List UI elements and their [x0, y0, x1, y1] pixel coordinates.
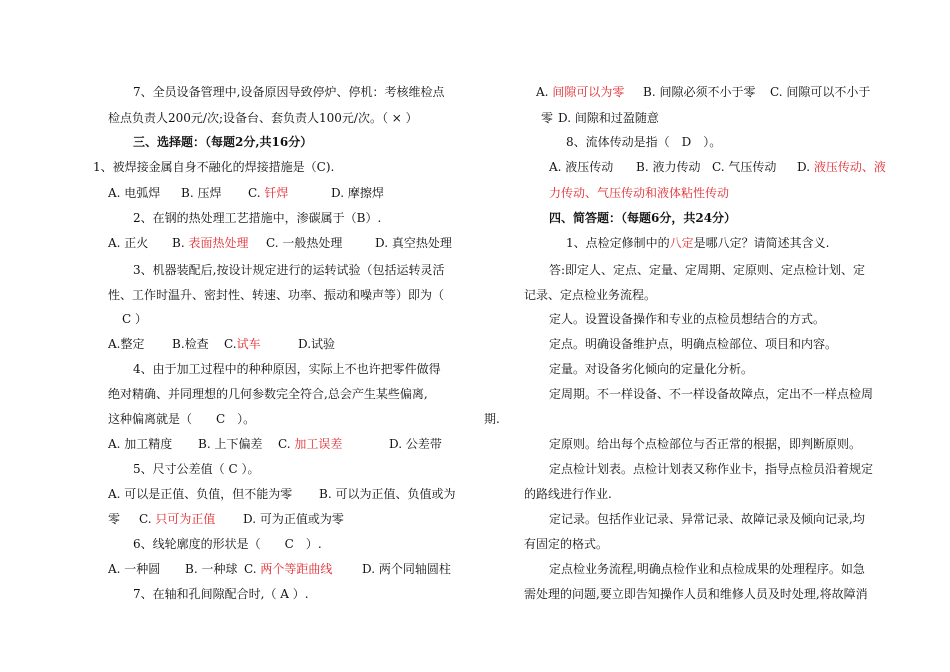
choice-q4-line3: 这种偏离就是（ C ）。 [108, 412, 256, 426]
choice-q2-option-d: D. 真空热处理 [375, 236, 452, 250]
para-ding-zhouqi: 定周期。不一样设备、不一样设备故障点，定出不一样点检周 [549, 387, 874, 401]
choice-q1-option-a: A. 电弧焊 [108, 186, 161, 200]
choice-q6-answer: 两个等距曲线 [260, 562, 333, 576]
choice-q4-answer: 加工误差 [294, 437, 343, 451]
choice-q1-answer: 钎焊 [264, 186, 289, 200]
choice-q7-answer: 间隙可以为零 [552, 85, 625, 99]
choice-q3-line2: 性、工作时温升、密封性、转速、功率、振动和噪声等）即为（ [108, 288, 445, 302]
choice-q4-option-c: C. 加工误差 [278, 437, 343, 451]
choice-q7-option-b: B. 间隙必须不小于零 [643, 85, 756, 99]
gutter-fragment: 期. [484, 412, 500, 426]
choice-q3-answer: 试车 [236, 337, 261, 351]
choice-q8-answer-cont: 力传动、气压传动和液体粘性传动 [549, 186, 730, 200]
short-q1: 1、点检定修制中的八定是哪八定？请简述其含义. [566, 236, 830, 250]
choice-q5-option-b-cont: 零 [108, 512, 121, 526]
choice-q3-line3: C ） [122, 312, 147, 326]
choice-q2-answer: 表面热处理 [188, 236, 249, 250]
choice-q7-option-a: A. 间隙可以为零 [536, 85, 625, 99]
choice-q2-option-c: C. 一般热处理 [266, 236, 343, 250]
section-3-title: 三、选择题：（每题2分,共16分） [133, 135, 313, 149]
choice-q7: 7、在轴和孔间隙配合时,（ A ）. [133, 587, 309, 601]
choice-q3-line1: 3、机器装配后,按设计规定进行的运转试验（包括运转灵活 [133, 263, 445, 277]
choice-q4-option-b: B. 上下偏差 [198, 437, 263, 451]
para-ding-liang: 定量。对设备劣化倾向的定量化分析。 [549, 362, 754, 376]
section-4-title: 四、简答题：（每题6分，共24分） [549, 211, 737, 225]
choice-q7-option-c: C. 间隙可以不小于 [770, 85, 871, 99]
choice-q3-option-b: B.检查 [172, 337, 209, 351]
choice-q4-option-a: A. 加工精度 [108, 437, 173, 451]
choice-q8-answer: 液压传动、液 [813, 160, 886, 174]
para-ding-jihua-line2: 的路线进行作业. [524, 487, 612, 501]
para-ding-jilu-line1: 定记录。包括作业记录、异常记录、故障记录及倾向记录,均 [549, 512, 865, 526]
choice-q1: 1、被焊接金属自身不融化的焊接措施是（C). [93, 160, 335, 174]
para-ding-jilu-line2: 有固定的格式。 [524, 537, 609, 551]
choice-q5-option-d: D. 可为正值或为零 [243, 512, 344, 526]
choice-q6-option-c: C. 两个等距曲线 [244, 562, 333, 576]
short-q1-answer-line1: 答:即定人、定点、定量、定周期、定原则、定点检计划、定 [549, 263, 866, 277]
choice-q5-answer: 只可为正值 [155, 512, 216, 526]
choice-q1-option-d: D. 摩擦焊 [331, 186, 384, 200]
choice-q5: 5、尺寸公差值（ C ）。 [133, 462, 260, 476]
choice-q4-option-d: D. 公差带 [389, 437, 442, 451]
choice-q6: 6、线轮廓度的形状是（ C ）. [133, 537, 322, 551]
choice-q8-option-c: C. 气压传动 [712, 160, 777, 174]
choice-q6-option-a: A. 一种圆 [108, 562, 161, 576]
para-liucheng-line2: 需处理的问题,要立即告知操作人员和维修人员及时处理,将故障消 [524, 587, 868, 601]
choice-q1-option-c: C. 钎焊 [248, 186, 289, 200]
choice-q3-option-d: D.试验 [298, 337, 336, 351]
choice-q4-line2: 绝对精确、并同理想的几何参数完全符合,总会产生某些偏离, [108, 387, 428, 401]
para-ding-ren: 定人。设置设备操作和专业的点检员想结合的方式。 [549, 312, 826, 326]
judgment-q7-line2: 检点负责人200元/次;设备台、套负责人100元/次。（ × ） [108, 111, 418, 125]
choice-q4-line1: 4、由于加工过程中的种种原因，实际上不也许把零件做得 [133, 362, 441, 376]
choice-q8-option-d: D. 液压传动、液 [797, 160, 886, 174]
short-q1-answer-line2: 记录、定点检业务流程。 [524, 288, 657, 302]
choice-q6-option-d: D. 两个同轴圆柱 [362, 562, 451, 576]
choice-q8-option-a: A. 液压传动 [549, 160, 614, 174]
choice-q5-option-b: B. 可以为正值、负值或为 [319, 487, 456, 501]
choice-q2: 2、在钢的热处理工艺措施中，渗碳属于（B）. [133, 211, 382, 225]
choice-q7-option-d: D. 间隙和过盈随意 [558, 111, 659, 125]
choice-q3-option-a: A.整定 [108, 337, 145, 351]
choice-q6-option-b: B. 一种球 [185, 562, 238, 576]
choice-q5-option-c: C. 只可为正值 [139, 512, 216, 526]
choice-q8: 8、流体传动是指（ D ）。 [566, 135, 722, 149]
para-ding-yuanze: 定原则。给出每个点检部位与否正常的根据，即判断原则。 [549, 437, 862, 451]
choice-q1-option-b: B. 压焊 [181, 186, 222, 200]
choice-q8-option-b: B. 液力传动 [636, 160, 701, 174]
para-liucheng-line1: 定点检业务流程,明确点检作业和点检成果的处理程序。如急 [549, 562, 865, 576]
choice-q2-option-a: A. 正火 [108, 236, 149, 250]
short-q1-highlight: 八定 [669, 236, 694, 250]
para-ding-dian: 定点。明确设备维护点，明确点检部位、项目和内容。 [549, 337, 838, 351]
choice-q3-option-c: C.试车 [224, 337, 261, 351]
choice-q2-option-b: B. 表面热处理 [172, 236, 249, 250]
choice-q7-option-c-cont: 零 [541, 111, 554, 125]
choice-q5-option-a: A. 可以是正值、负值，但不能为零 [108, 487, 293, 501]
judgment-q7-line1: 7、全员设备管理中,设备原因导致停炉、停机：考核维检点 [133, 85, 445, 99]
para-ding-jihua-line1: 定点检计划表。点检计划表又称作业卡，指导点检员沿着规定 [549, 462, 874, 476]
